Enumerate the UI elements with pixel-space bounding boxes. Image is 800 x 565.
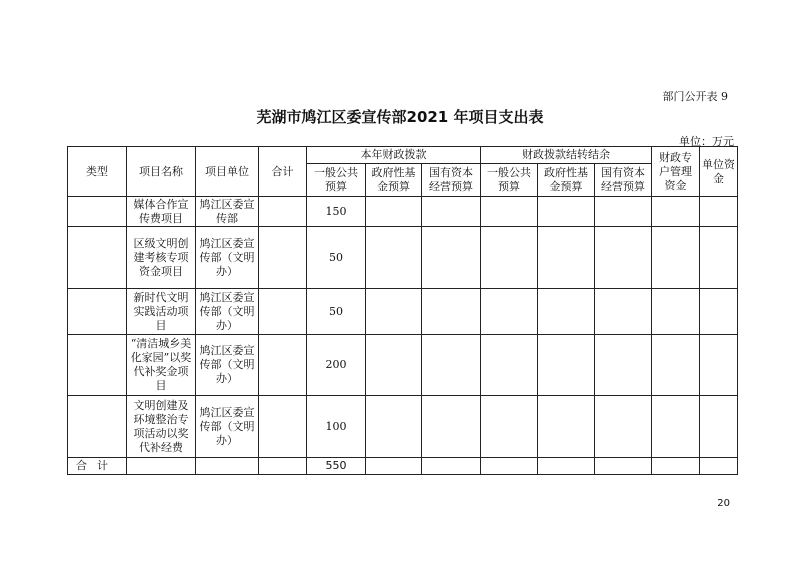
- header-general-budget: 一般公共预算: [307, 164, 366, 197]
- header-group-carryover: 财政拨款结转结余: [481, 147, 652, 164]
- cell-general-budget: 200: [307, 335, 366, 396]
- header-project-name: 项目名称: [127, 147, 196, 197]
- cell-total: [259, 197, 307, 227]
- header-group-current-year: 本年财政拨款: [307, 147, 481, 164]
- header-state-capital-carryover: 国有资本经营预算: [595, 164, 652, 197]
- cell-empty: [652, 396, 700, 458]
- unit-note: 单位：万元: [679, 135, 734, 148]
- cell-empty: [652, 458, 700, 475]
- cell-empty: [700, 197, 738, 227]
- cell-empty: [595, 396, 652, 458]
- project-expenditure-table: [67, 146, 738, 475]
- total-row: [68, 458, 738, 475]
- total-general-budget: 550: [307, 458, 366, 475]
- cell-project-name: 媒体合作宣传费项目: [127, 197, 196, 227]
- table-row: [68, 396, 738, 458]
- cell-general-budget: 50: [307, 289, 366, 335]
- cell-empty: [259, 458, 307, 475]
- table-row: [68, 227, 738, 289]
- cell-empty: [538, 335, 595, 396]
- cell-empty: [481, 227, 538, 289]
- cell-empty: [422, 227, 481, 289]
- cell-empty: [700, 396, 738, 458]
- cell-empty: [481, 289, 538, 335]
- cell-project-unit: 鸠江区委宣传部（文明办）: [196, 227, 259, 289]
- cell-project-unit: 鸠江区委宣传部（文明办）: [196, 396, 259, 458]
- cell-empty: [422, 289, 481, 335]
- cell-empty: [366, 458, 422, 475]
- cell-empty: [595, 289, 652, 335]
- cell-empty: [366, 227, 422, 289]
- header-special-account: 财政专户管理资金: [652, 147, 700, 197]
- cell-empty: [595, 197, 652, 227]
- cell-project-unit: 鸠江区委宣传部: [196, 197, 259, 227]
- header-gov-fund: 政府性基金预算: [366, 164, 422, 197]
- cell-empty: [700, 335, 738, 396]
- cell-empty: [652, 227, 700, 289]
- cell-project-name: “清洁城乡美化家园”以奖代补奖金项目: [127, 335, 196, 396]
- cell-empty: [366, 335, 422, 396]
- cell-empty: [127, 458, 196, 475]
- cell-empty: [481, 335, 538, 396]
- cell-empty: [700, 458, 738, 475]
- document-title: 芜湖市鸠江区委宣传部2021 年项目支出表: [256, 108, 544, 126]
- cell-project-name: 新时代文明实践活动项目: [127, 289, 196, 335]
- cell-empty: [422, 335, 481, 396]
- header-unit-funds: 单位资金: [700, 147, 738, 197]
- total-label: 合计: [68, 458, 127, 475]
- cell-empty: [366, 396, 422, 458]
- cell-empty: [422, 396, 481, 458]
- table-number: 部门公开表 9: [662, 90, 728, 103]
- cell-type: [68, 335, 127, 396]
- header-type: 类型: [68, 147, 127, 197]
- cell-empty: [700, 227, 738, 289]
- cell-empty: [652, 335, 700, 396]
- header-total: 合计: [259, 147, 307, 197]
- header-state-capital: 国有资本经营预算: [422, 164, 481, 197]
- cell-empty: [196, 458, 259, 475]
- cell-empty: [595, 227, 652, 289]
- cell-empty: [481, 458, 538, 475]
- cell-general-budget: 150: [307, 197, 366, 227]
- cell-total: [259, 227, 307, 289]
- cell-empty: [538, 289, 595, 335]
- cell-project-unit: 鸠江区委宣传部（文明办）: [196, 289, 259, 335]
- cell-empty: [481, 197, 538, 227]
- cell-project-name: 文明创建及环境整治专项活动以奖代补经费: [127, 396, 196, 458]
- cell-general-budget: 100: [307, 396, 366, 458]
- cell-total: [259, 289, 307, 335]
- cell-empty: [538, 396, 595, 458]
- cell-project-unit: 鸠江区委宣传部（文明办）: [196, 335, 259, 396]
- table-row: [68, 289, 738, 335]
- cell-type: [68, 396, 127, 458]
- header-project-unit: 项目单位: [196, 147, 259, 197]
- cell-type: [68, 289, 127, 335]
- table-row: [68, 197, 738, 227]
- cell-empty: [538, 458, 595, 475]
- cell-total: [259, 396, 307, 458]
- cell-empty: [538, 197, 595, 227]
- cell-empty: [595, 335, 652, 396]
- cell-total: [259, 335, 307, 396]
- page-number: 20: [717, 498, 730, 509]
- cell-empty: [652, 197, 700, 227]
- header-gov-fund-carryover: 政府性基金预算: [538, 164, 595, 197]
- cell-type: [68, 197, 127, 227]
- cell-empty: [481, 396, 538, 458]
- cell-empty: [422, 458, 481, 475]
- cell-empty: [422, 197, 481, 227]
- table-row: [68, 335, 738, 396]
- cell-project-name: 区级文明创建考核专项资金项目: [127, 227, 196, 289]
- cell-empty: [366, 289, 422, 335]
- cell-empty: [652, 289, 700, 335]
- header-general-budget-carryover: 一般公共预算: [481, 164, 538, 197]
- cell-empty: [366, 197, 422, 227]
- cell-general-budget: 50: [307, 227, 366, 289]
- cell-type: [68, 227, 127, 289]
- cell-empty: [595, 458, 652, 475]
- cell-empty: [538, 227, 595, 289]
- cell-empty: [700, 289, 738, 335]
